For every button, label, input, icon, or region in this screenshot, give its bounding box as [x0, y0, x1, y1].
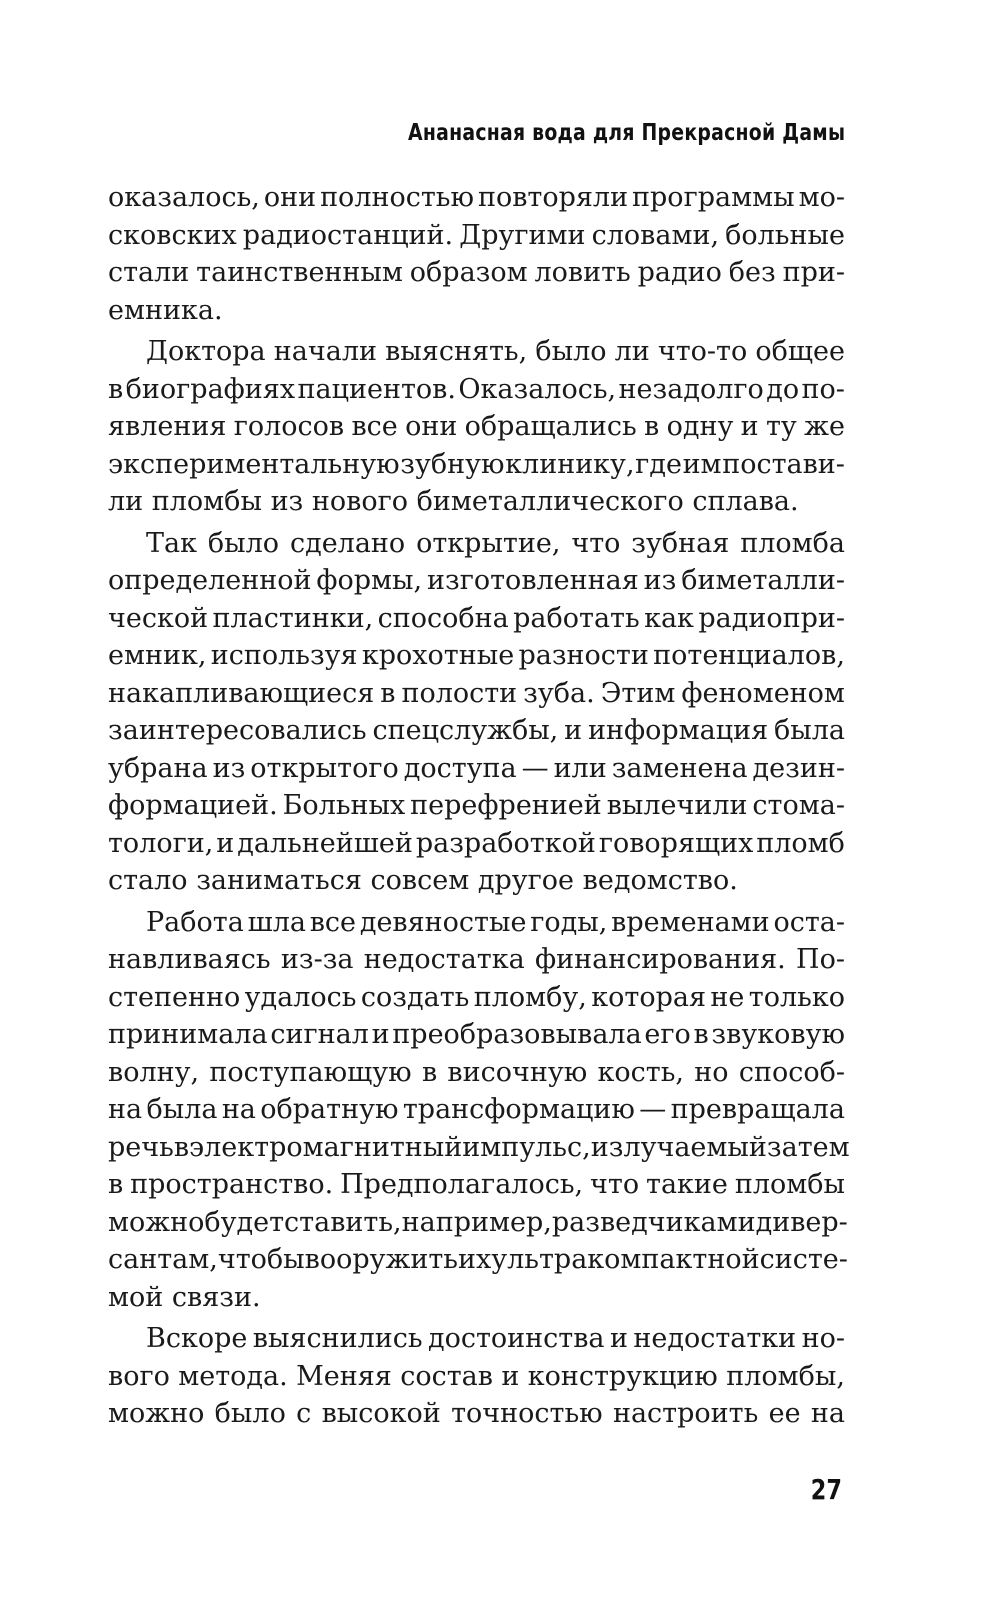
text-line: можно будет ставить, например, разведчикам и дивер- — [108, 1206, 848, 1238]
text-line: убрана из открытого доступа — или заменена дезин- — [108, 752, 845, 784]
paragraph — [108, 525, 845, 900]
text-line: ли пломбы из нового биметаллического сплава. — [108, 486, 799, 517]
text-line: вого метода. Меняя состав и конструкцию пломбы, — [108, 1360, 845, 1392]
text-line: стало заниматься совсем другое ведомство. — [108, 865, 738, 896]
paragraph — [108, 1320, 845, 1433]
text-line: в биографиях пациентов. Оказалось, незадолго до по- — [108, 373, 845, 405]
text-line: оказалось, они полностью повторяли программы мо- — [108, 182, 845, 213]
text-line: в пространство. Предполагалось, что такие пломбы — [108, 1169, 845, 1200]
text-line: емника. — [108, 294, 223, 326]
page-number: 27 — [810, 1473, 842, 1506]
text-line: сковских радиостанций. Другими словами, больные — [108, 219, 845, 251]
text-line: Доктора начали выяснять, было ли что-то общее — [146, 336, 845, 367]
paragraph — [108, 333, 845, 521]
paragraph — [108, 179, 845, 329]
text-line: тологи, и дальнейшей разработкой говорящих пломб — [108, 827, 845, 859]
text-line: мой связи. — [108, 1281, 261, 1313]
text-line: Вскоре выяснились достоинства и недостатки но- — [146, 1323, 845, 1354]
text-line: навливаясь из-за недостатка финансирования. По- — [108, 944, 845, 975]
text-line: экспериментальную зубную клинику, где им постави- — [108, 448, 845, 480]
text-line: накапливающиеся в полости зуба. Этим феноменом — [108, 677, 845, 709]
text-line: стали таинственным образом ловить радио без при- — [108, 257, 845, 288]
text-line: речь в электромагнитный импульс, излучаемый затем — [108, 1131, 850, 1163]
text-line: ческой пластинки, способна работать как радиопри- — [108, 602, 845, 634]
text-line: Работа шла все девяностые годы, временами оста- — [146, 906, 845, 938]
text-line: волну, поступающую в височную кость, но способ- — [108, 1056, 845, 1088]
text-line: на была на обратную трансформацию — превращала — [108, 1094, 845, 1125]
text-line: заинтересовались спецслужбы, и информация была — [108, 715, 845, 746]
text-line: принимала сигнал и преобразовывала его в звуковую — [108, 1019, 845, 1050]
text-line: формацией. Больных перефренией вылечили стома- — [108, 790, 845, 821]
paragraph — [108, 904, 850, 1317]
text-line: Так было сделано открытие, что зубная пломба — [146, 527, 845, 559]
text-line: можно было с высокой точностью настроить ее на — [108, 1398, 845, 1429]
text-line: сантам, чтобы вооружить их ультракомпактной систе- — [108, 1244, 848, 1275]
text-line: степенно удалось создать пломбу, которая не только — [108, 981, 845, 1013]
running-header: Ананасная вода для Прекрасной Дамы — [407, 120, 845, 146]
text-line: определенной формы, изготовленная из биметалли- — [108, 565, 845, 596]
body-text — [108, 179, 850, 1433]
text-line: емник, используя крохотные разности потенциалов, — [108, 640, 845, 671]
text-line: явления голосов все они обращались в одну и ту же — [108, 411, 845, 442]
